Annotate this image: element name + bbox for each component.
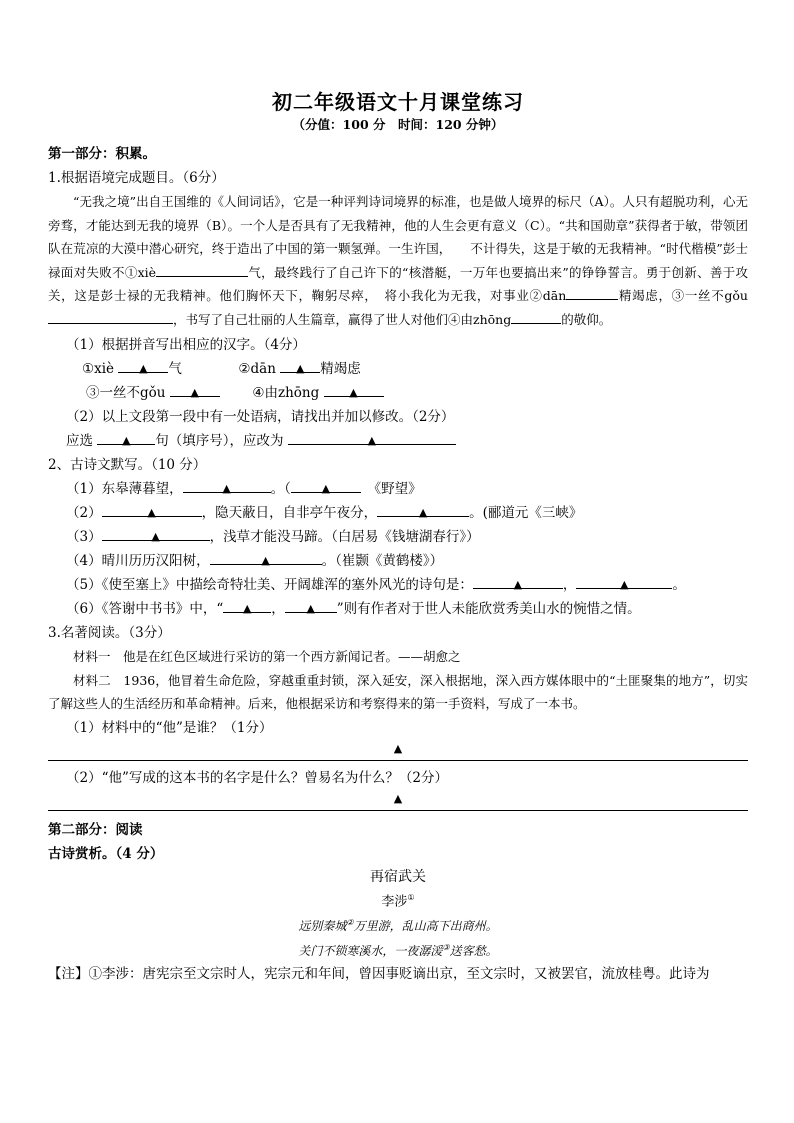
q3-stem: 3.名著阅读。（3分）: [48, 625, 171, 641]
q1-sub1-row1: [48, 357, 748, 381]
recite-blank[interactable]: [223, 597, 271, 613]
answer-blank-dan[interactable]: [280, 357, 320, 373]
item-source: 《野望》: [374, 481, 422, 497]
poem-note: 【注】①李涉：唐宪宗至文宗时人，宪宗元和年间，曾因事贬谪出京，至文宗时，又被罢官，流放桂粤。此诗为: [48, 965, 710, 982]
answer-marker: ▲: [122, 434, 131, 447]
pinyin-d: ④由zhōng: [252, 385, 320, 401]
answer-marker: ▲: [321, 482, 331, 495]
q1-passage-text-2: “共和国勋章”获得者于敏，带领团队在荒凉的大漠中潜心研究，终于造出了中国的第一颗氢弹。一生许国， 不计得失，这是于敏的无我精神。“时代楷模”彭士禄面对失败不①xiè: [48, 217, 748, 280]
answer-marker: ▲: [139, 362, 148, 375]
answer-marker: ▲: [295, 362, 305, 375]
exam-page: [48, 88, 748, 986]
q3-sub1: （1）材料中的“他”是谁？（1分）: [66, 719, 273, 736]
answer-marker: ▲: [620, 578, 629, 591]
sub2-mid: 句（填序号），应改为: [155, 433, 284, 449]
q2-stem: 2、古诗文默写。（10 分）: [48, 457, 207, 473]
poem-author: [48, 888, 748, 912]
answer-marker: ▲: [513, 578, 523, 591]
part2-heading: 第二部分：阅读: [48, 821, 143, 838]
q1-passage: [48, 190, 748, 331]
item-text: 。(郦道元《三峡》: [469, 505, 583, 521]
answer-marker: ▲: [418, 506, 428, 519]
item-text: ，: [271, 601, 285, 617]
answer-marker: ▲: [349, 386, 358, 399]
answer-blank-sentence[interactable]: [97, 429, 155, 445]
poem-line-1: [48, 912, 748, 937]
item-text: 《答谢中书书》中，“: [101, 601, 224, 617]
item-number: （5）: [66, 577, 102, 593]
q3-sub1-answer-line[interactable]: [48, 740, 748, 762]
pinyin-c: ③一丝不gǒu: [86, 385, 166, 401]
recite-blank[interactable]: [102, 525, 210, 541]
recite-blank[interactable]: [377, 501, 469, 517]
answer-rule: [48, 760, 748, 761]
q2-item-5: [48, 573, 748, 597]
recite-blank[interactable]: [291, 477, 361, 493]
q1-passage-text-6: 的敬仰。: [561, 311, 612, 327]
recite-blank[interactable]: [473, 573, 563, 589]
answer-blank-zhong[interactable]: [324, 381, 384, 397]
q1-stem: 1.根据语境完成题目。（6分）: [48, 170, 225, 186]
answer-rule: [48, 810, 748, 811]
poem-title: 再宿武关: [370, 868, 426, 885]
item-text: 。（崔颢《黄鹤楼》）: [321, 553, 444, 569]
answer-marker: ▲: [151, 530, 160, 543]
part1-heading: 第一部分：积累。: [48, 146, 156, 162]
q2-item-1: [48, 477, 748, 501]
passage-blank-2[interactable]: [566, 284, 618, 300]
sub2-pre: 应选: [66, 433, 93, 449]
pinyin-a-post: 气: [168, 361, 182, 377]
page-subtitle: （分值：100 分 时间：120 分钟）: [292, 117, 504, 132]
poem-text: 万里游，乱山高下出商州。: [353, 918, 498, 933]
passage-blank-4[interactable]: [511, 308, 561, 324]
item-number: （2）: [66, 505, 102, 521]
page-title: 初二年级语文十月课堂练习: [272, 90, 524, 114]
item-number: （4）: [66, 553, 102, 569]
q2-item-6: [48, 597, 748, 621]
footnote-marker: ③: [442, 942, 450, 952]
answer-marker: ▲: [306, 602, 315, 615]
q3-sub2-answer-line[interactable]: [48, 790, 748, 812]
q1-passage-text-4: 精竭虑，③一丝不gǒu: [618, 288, 748, 303]
item-number: （6）: [66, 601, 102, 617]
q1-sub1-row2: [48, 381, 748, 405]
passage-blank-1[interactable]: [156, 261, 248, 277]
pinyin-b: ②dān: [238, 361, 276, 377]
q2-item-3: [48, 525, 748, 549]
q2-item-4: [48, 549, 748, 573]
answer-marker: ▲: [190, 386, 199, 399]
answer-marker: ▲: [243, 602, 252, 615]
answer-marker: ▲: [393, 741, 403, 755]
poem-section-title: 古诗赏析。（4 分）: [48, 845, 164, 862]
poem-author-name: 李涉: [381, 893, 408, 909]
recite-blank[interactable]: [576, 573, 672, 589]
q2-item-2: [48, 501, 748, 525]
passage-blank-3[interactable]: [48, 308, 173, 324]
answer-marker: ▲: [222, 482, 231, 495]
item-text: 。: [672, 577, 686, 593]
recite-blank[interactable]: [285, 597, 337, 613]
item-text: ”则有作者对于世人未能欣赏秀美山水的惋惜之情。: [336, 601, 641, 617]
answer-marker: ▲: [367, 434, 377, 447]
q1-sub2-answer: [48, 429, 748, 453]
poem-text: 关门不锁寒溪水，一夜潺湲: [298, 943, 443, 958]
footnote-marker: ①: [407, 892, 415, 902]
q1-sub1-label: （1）根据拼音写出相应的汉字。（4分）: [66, 337, 306, 353]
q1-sub2-label: （2）以上文段第一段中有一处语病，请找出并加以修改。（2分）: [66, 409, 455, 425]
recite-blank[interactable]: [102, 501, 202, 517]
pinyin-a: ①xiè: [82, 361, 115, 377]
answer-marker: ▲: [393, 791, 403, 805]
poem-text: 远别秦城: [298, 918, 347, 933]
answer-blank-gou[interactable]: [170, 381, 220, 397]
q1-passage-text-1: “无我之境”出自王国维的《人间词话》，它是一种评判诗词境界的标准，也是做人境界的标尺（A）。人只有超脱功利，心无旁骛，才能达到无我的境界（B）。一个人是否具有了无我精神，他的人生会更有意义（C）。: [48, 194, 748, 233]
item-number: （3）: [66, 529, 102, 545]
item-text: 《使至塞上》中描绘奇特壮美、开阔雄浑的塞外风光的诗句是：: [101, 577, 473, 593]
q1-passage-text-5: ，书写了自己壮丽的人生篇章，赢得了世人对他们④由zhōng: [173, 311, 512, 327]
footnote-marker: ②: [346, 917, 354, 927]
item-text: ，隐天蔽日，自非亭午夜分，: [201, 505, 378, 521]
recite-blank[interactable]: [183, 477, 271, 493]
q3-material-2: 材料二 1936，他冒着生命危险，穿越重重封锁，深入延安，深入根据地，深入西方媒体眼中的“土匪聚集的地方”，切实了解这些人的生活经历和革命精神。后来，他根据采访和考察得来的第一手资料，写成了一本书。: [48, 672, 748, 711]
answer-blank-xie[interactable]: [118, 357, 168, 373]
item-text: ，浅草才能没马蹄。（白居易《钱塘湖春行》）: [209, 529, 480, 545]
item-text: 。（: [270, 481, 291, 497]
item-number: （1）: [66, 481, 102, 497]
recite-blank[interactable]: [210, 549, 322, 565]
answer-blank-revision[interactable]: [288, 429, 456, 445]
answer-marker: ▲: [261, 554, 270, 567]
answer-marker: ▲: [147, 506, 156, 519]
q3-sub2: （2）“他”写成的这本书的名字是什么？曾易名为什么？（2分）: [66, 769, 448, 786]
pinyin-b-post: 精竭虑: [320, 361, 361, 377]
q1-passage-text-3: 气，最终践行了自己许下的“核潜艇，一万年也要搞出来”的铮铮誓言。勇于创新、善于攻关，这是彭士禄的无我精神。他们胸怀天下，鞠躬尽瘁， 将小我化为无我，对事业②dān: [48, 264, 748, 303]
poem-text: 送客愁。: [449, 943, 498, 958]
item-text: 东皋薄暮望，: [101, 481, 183, 497]
poem-line-2: [48, 937, 748, 962]
item-text: ，: [562, 577, 577, 593]
item-text: 晴川历历汉阳树，: [101, 553, 210, 569]
q3-material-1: 材料一 他是在红色区域进行采访的第一个西方新闻记者。——胡愈之: [73, 649, 461, 664]
